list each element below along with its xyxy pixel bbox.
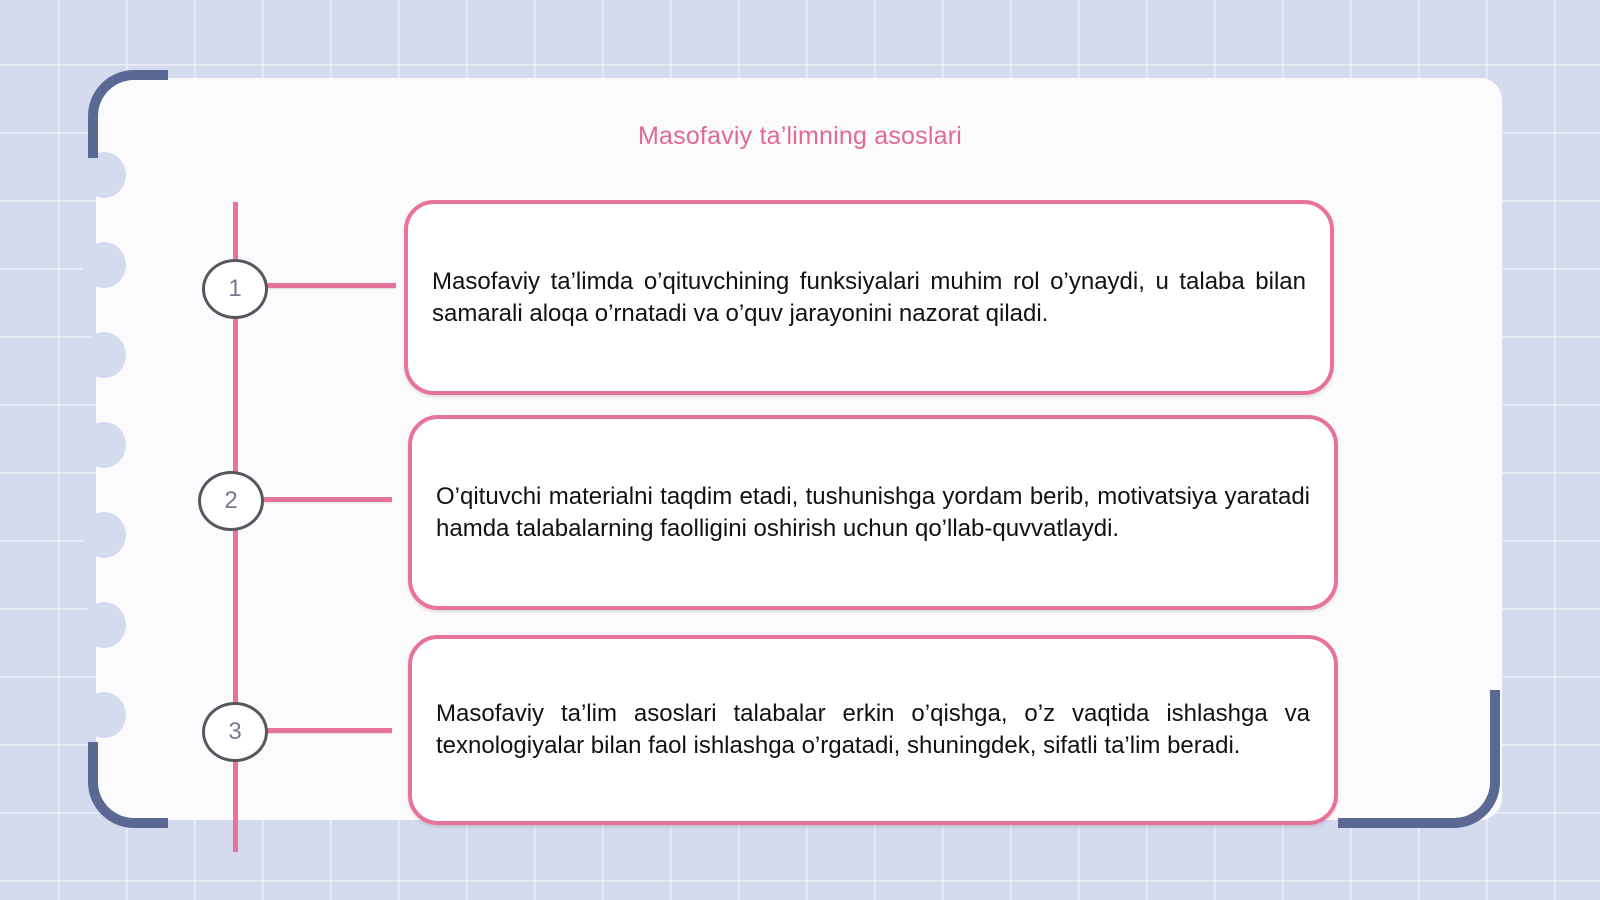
corner-bracket-bottom-right [1338, 690, 1500, 828]
timeline-connector-2 [258, 497, 392, 502]
step-number-marker-3: 3 [202, 702, 268, 762]
binder-notch [82, 692, 126, 738]
step-number-marker-1: 1 [202, 259, 268, 319]
step-card-3 [408, 635, 1338, 825]
step-card-2 [408, 415, 1338, 610]
binder-notch [82, 602, 126, 648]
step-card-1 [404, 200, 1334, 395]
slide-title: Masofaviy ta’limning asoslari [638, 122, 962, 150]
timeline-connector-3 [262, 728, 392, 733]
step-text-1: Masofaviy ta’limda o’qituvchining funksiyalari muhim rol o’ynaydi, u talaba bilan samarali aloqa o’rnatadi va o’quv jarayonini nazorat qiladi. [432, 267, 1306, 327]
binder-notch [82, 332, 126, 378]
step-text-2: O’qituvchi materialni taqdim etadi, tushunishga yordam berib, motivatsiya yaratadi hamda talabalarning faolligini oshirish uchun qo’llab-quvvatlaydi. [436, 482, 1310, 542]
corner-bracket-top-left [88, 70, 168, 158]
corner-bracket-bottom-left [88, 742, 168, 828]
binder-notch [82, 242, 126, 288]
binder-notch [82, 512, 126, 558]
binder-notch [82, 152, 126, 198]
step-number-marker-2: 2 [198, 471, 264, 531]
timeline-connector-1 [262, 283, 396, 288]
binder-notch [82, 422, 126, 468]
step-text-3: Masofaviy ta’lim asoslari talabalar erkin o’qishga, o’z vaqtida ishlashga va texnologiyalar bilan faol ishlashga o’rgatadi, shuningdek, sifatli ta’lim beradi. [436, 700, 1310, 759]
